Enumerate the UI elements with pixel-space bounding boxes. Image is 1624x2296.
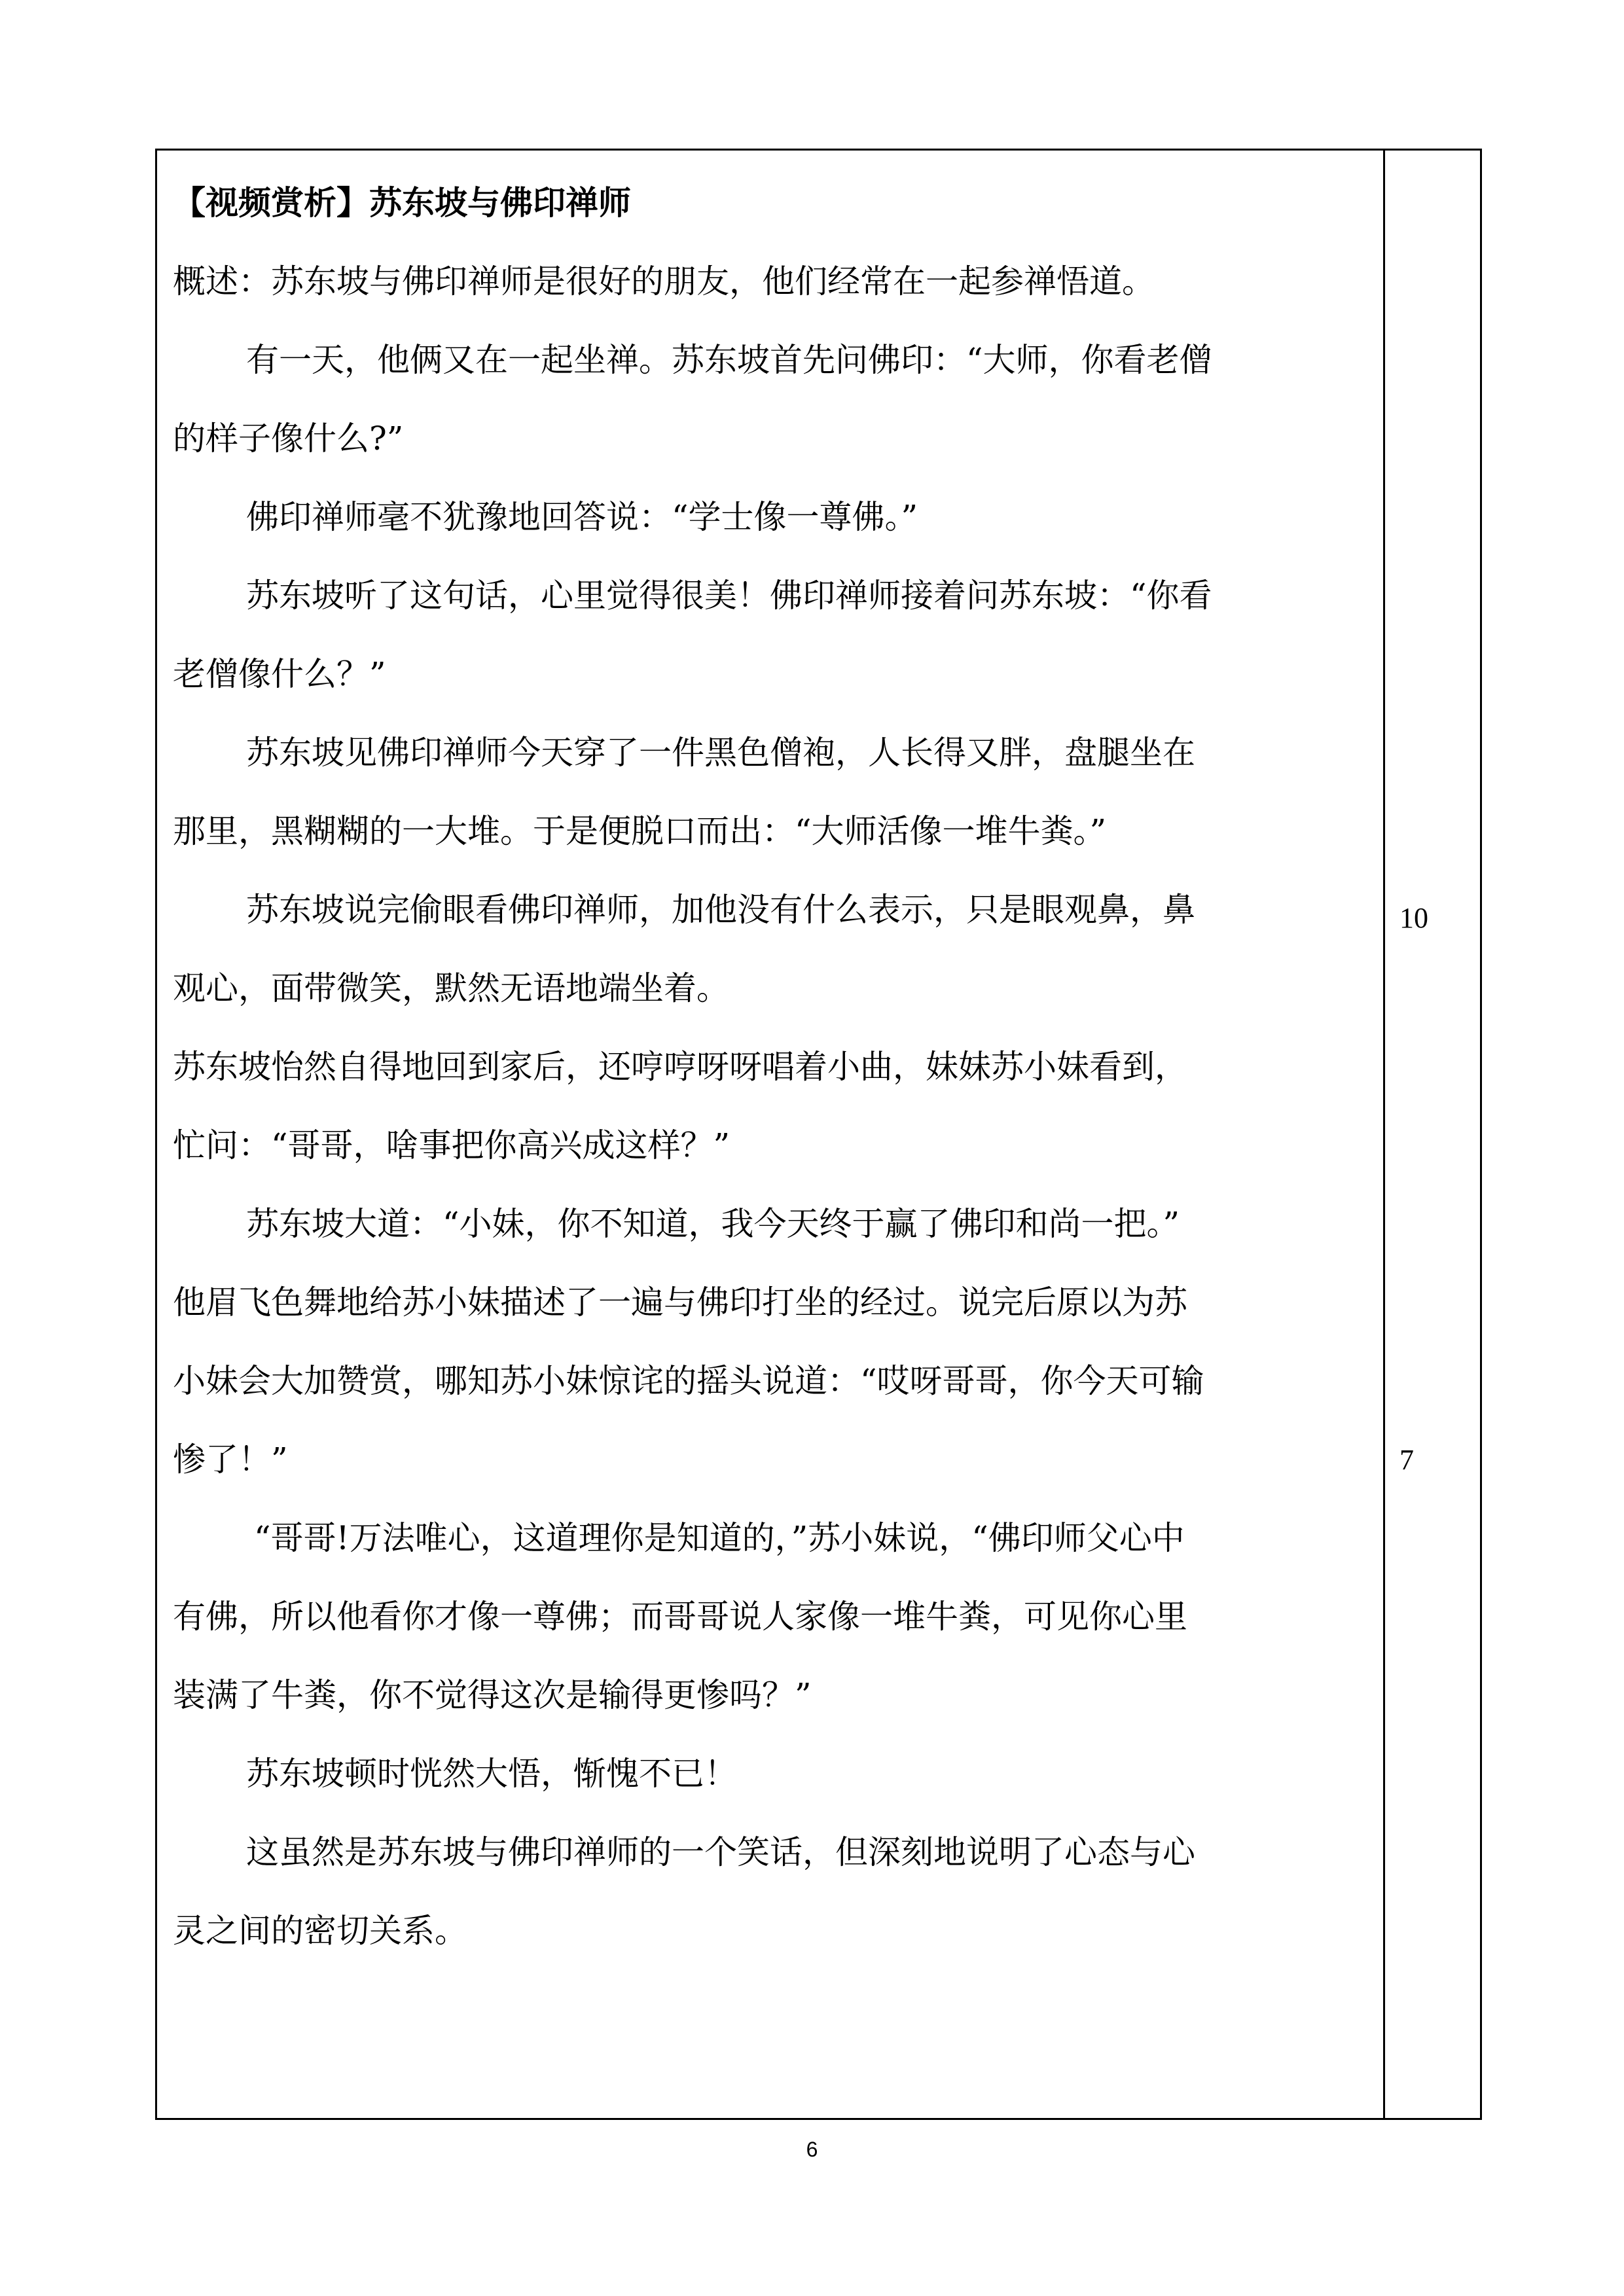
text-line: 忙问：“哥哥，啥事把你高兴成这样？” [173,1126,731,1164]
section-title: 【视频赏析】苏东坡与佛印禅师 [173,184,631,222]
text-line: 苏东坡见佛印禅师今天穿了一件黑色僧袍，人长得又胖，盘腿坐在 [246,734,1195,772]
text-line: 灵之间的密切关系。 [173,1912,467,1950]
text-line: 小妹会大加赞赏，哪知苏小妹惊诧的摇头说道：“哎呀哥哥，你今天可输 [173,1362,1204,1400]
text-line: 苏东坡怡然自得地回到家后，还哼哼呀呀唱着小曲，妹妹苏小妹看到， [173,1048,1187,1086]
text-line: 这虽然是苏东坡与佛印禅师的一个笑话，但深刻地说明了心态与心 [246,1833,1195,1871]
text-line: 观心，面带微笑，默然无语地端坐着。 [173,969,729,1007]
text-line: 概述：苏东坡与佛印禅师是很好的朋友，他们经常在一起参禅悟道。 [173,262,1155,300]
text-cell [173,164,1371,1970]
side-number-first: 10 [1399,902,1428,934]
text-line: 佛印禅师毫不犹豫地回答说：“学士像一尊佛。” [246,498,918,536]
text-line: 老僧像什么？” [173,655,386,693]
text-line: 装满了牛粪，你不觉得这次是输得更惨吗？” [173,1676,812,1714]
text-line: 的样子像什么?” [173,420,404,457]
text-line: 那里，黑糊糊的一大堆。于是便脱口而出：“大师活像一堆牛粪。” [173,812,1107,850]
text-line: 有一天，他俩又在一起坐禅。苏东坡首先问佛印：“大师，你看老僧 [246,341,1212,379]
page-number: 6 [806,2138,818,2161]
text-line: 苏东坡顿时恍然大悟，惭愧不已！ [246,1755,737,1793]
side-number-second: 7 [1399,1444,1414,1476]
text-line: 苏东坡说完偷眼看佛印禅师，加他没有什么表示，只是眼观鼻，鼻 [246,891,1195,929]
text-line: 惨了！” [173,1441,288,1479]
text-line: 苏东坡大道：“小妹，你不知道，我今天终于赢了佛印和尚一把。” [246,1205,1180,1243]
text-line: 苏东坡听了这句话，心里觉得很美！佛印禅师接着问苏东坡：“你看 [246,577,1212,615]
text-line: “哥哥!万法唯心，这道理你是知道的，”苏小妹说，“佛印师父心中 [254,1519,1185,1557]
table-frame [155,149,1482,2120]
column-divider [1383,151,1385,2118]
text-line: 有佛，所以他看你才像一尊佛；而哥哥说人家像一堆牛粪，可见你心里 [173,1598,1187,1636]
text-line: 他眉飞色舞地给苏小妹描述了一遍与佛印打坐的经过。说完后原以为苏 [173,1283,1187,1321]
